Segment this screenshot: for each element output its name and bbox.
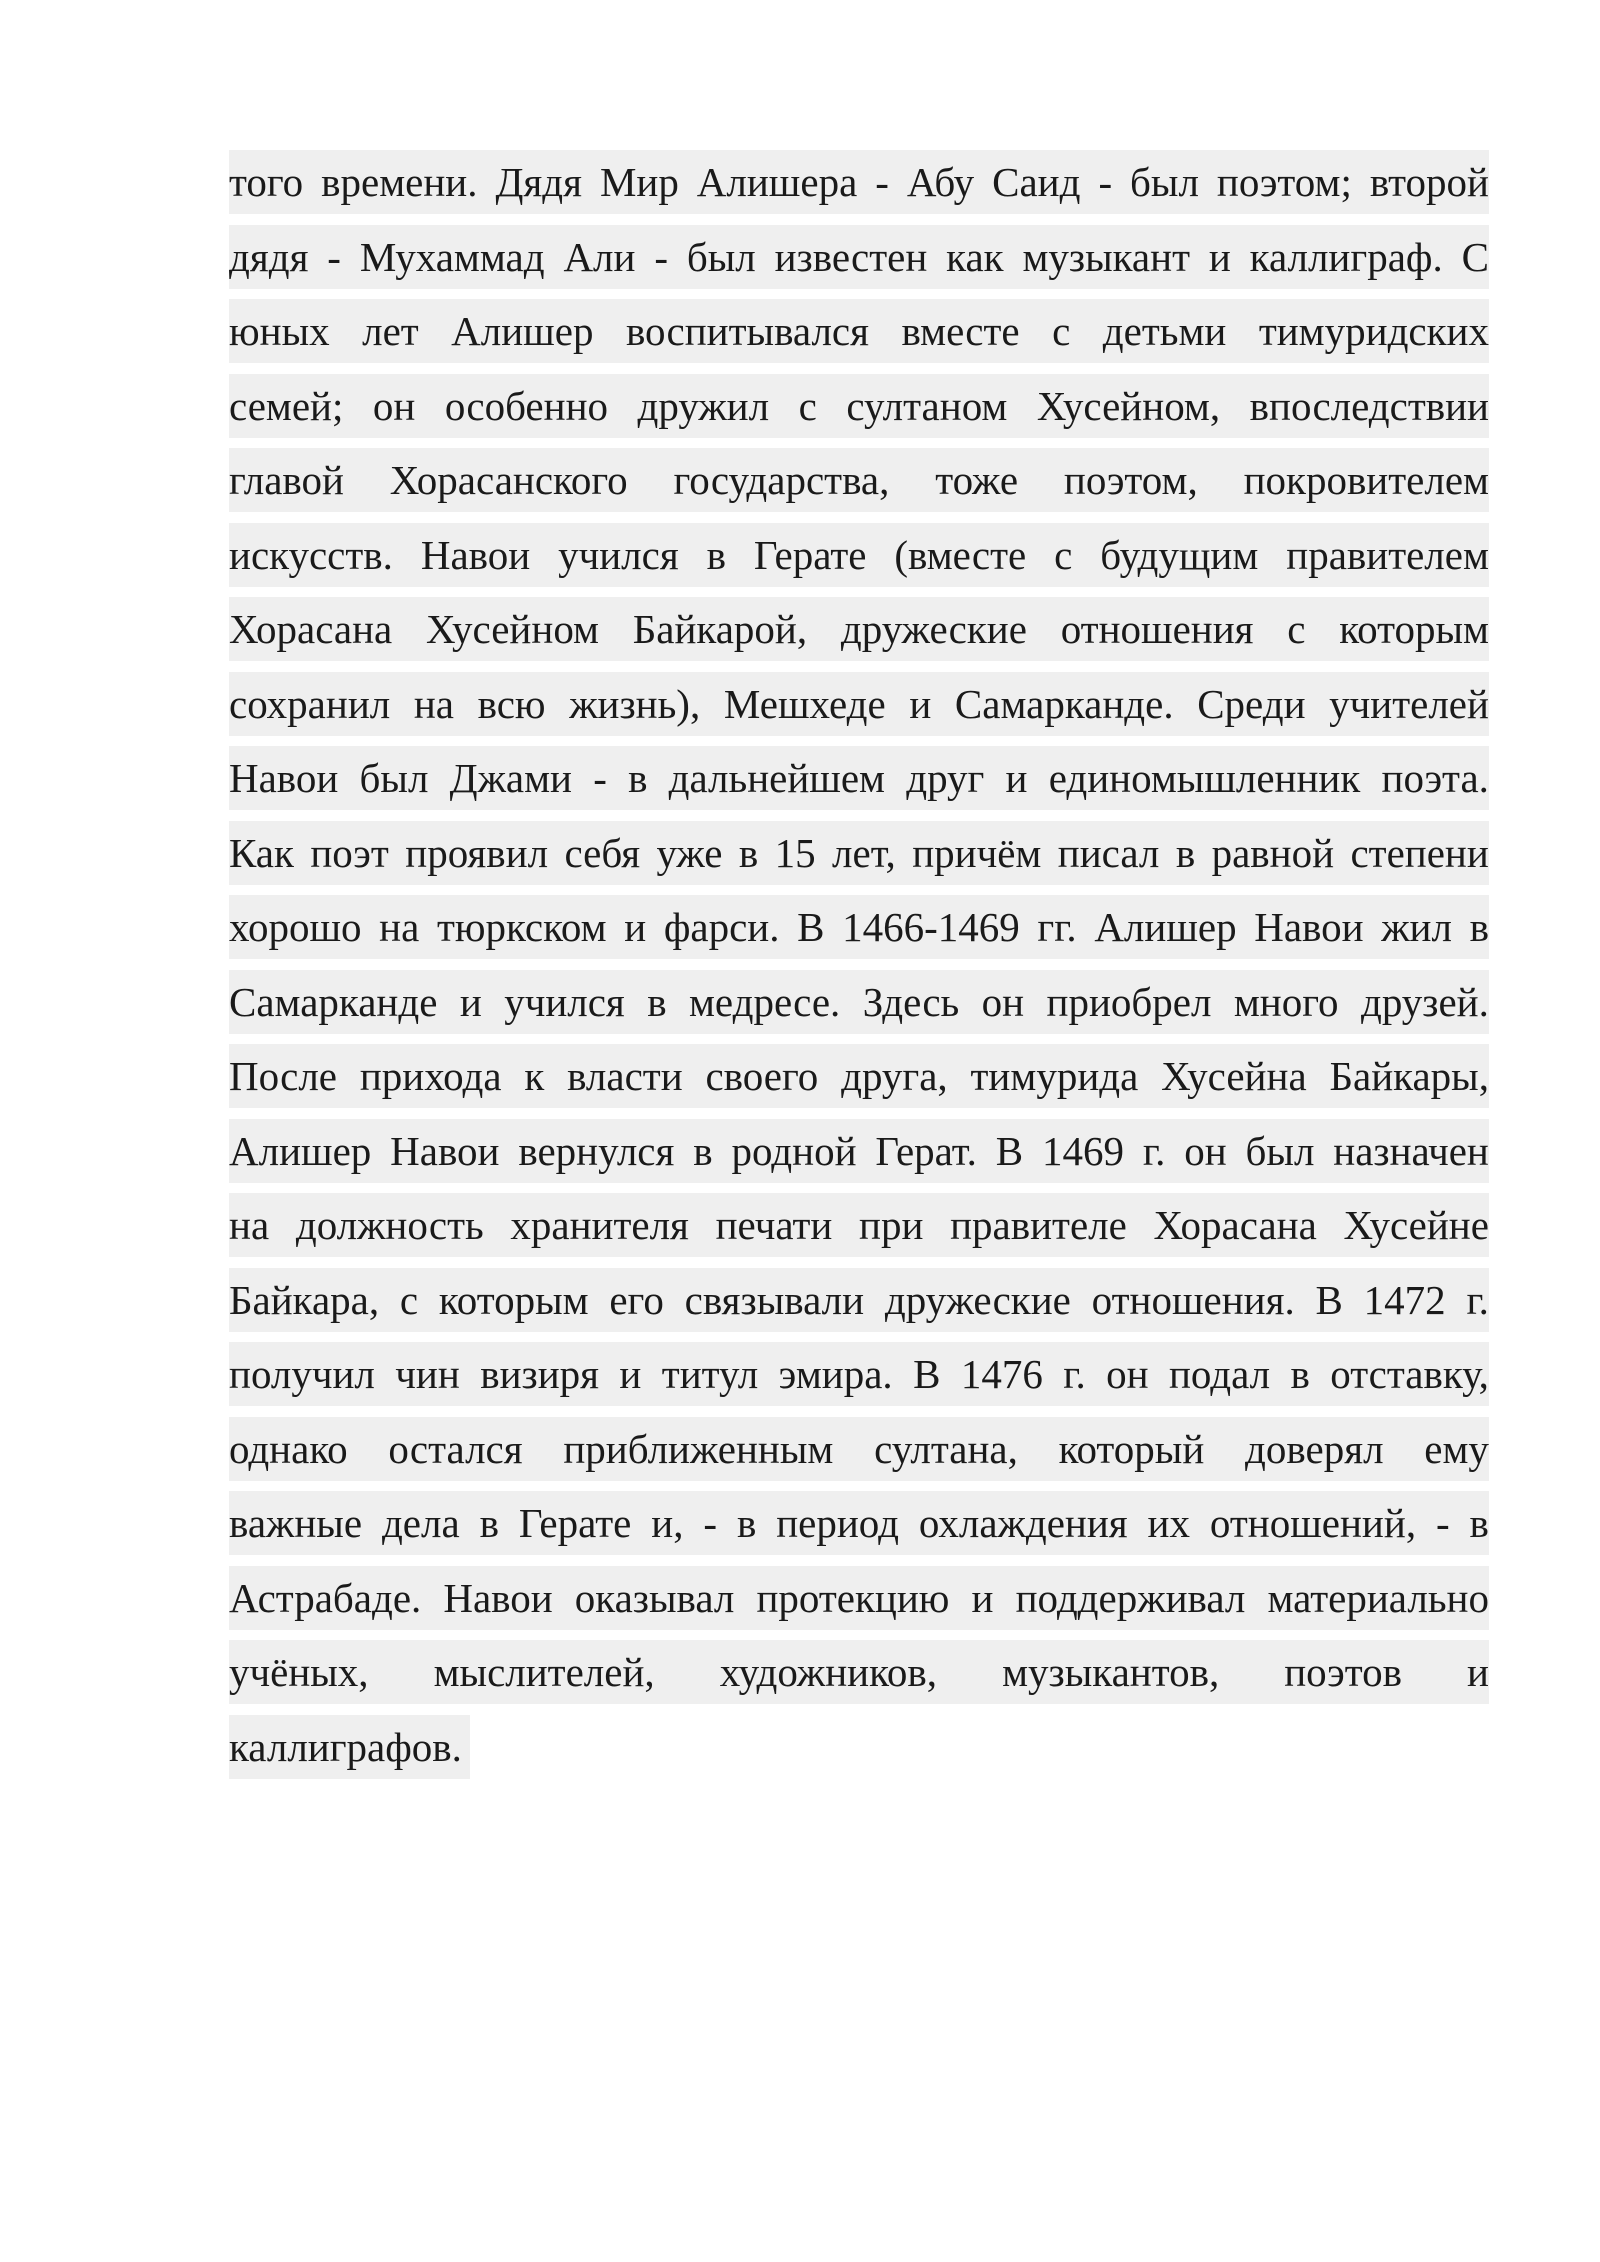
word: жизнь), (569, 680, 701, 727)
text-line (229, 1268, 1489, 1332)
word: на (229, 1202, 270, 1248)
word: учился (558, 531, 679, 578)
word: лет, (832, 829, 896, 876)
word: связывали (684, 1276, 865, 1323)
word: Хусейне (1343, 1202, 1489, 1248)
text-line (229, 597, 1489, 661)
word: султана, (874, 1425, 1018, 1472)
text-line (229, 1417, 1489, 1481)
word: и, (651, 1500, 684, 1546)
word: который (1058, 1425, 1205, 1472)
word: учился (504, 978, 625, 1025)
word: Абу (906, 159, 975, 205)
word: 1469 (1042, 1127, 1124, 1174)
word: второй (1369, 159, 1489, 205)
text-line (229, 672, 1489, 736)
word: и (909, 680, 932, 727)
word: мыслителей, (433, 1649, 655, 1695)
word: должность (295, 1202, 484, 1248)
word: детьми (1102, 308, 1227, 354)
word: - (1435, 1500, 1450, 1546)
word: Мешхеде (723, 680, 886, 727)
word: вернулся (518, 1127, 675, 1174)
word: Хусейна (1161, 1053, 1307, 1099)
word: друзей. (1360, 978, 1489, 1025)
text-line (229, 1640, 1489, 1704)
word: и (459, 978, 482, 1025)
word: Навои (443, 1574, 553, 1621)
word: Самарканде (229, 978, 438, 1025)
word: в (1290, 1351, 1310, 1397)
word: в (693, 1127, 713, 1174)
text-line (229, 970, 1489, 1034)
word: он (372, 382, 416, 429)
word: Мир (599, 159, 679, 205)
word: сохранил (229, 680, 391, 727)
word: султаном (846, 382, 1008, 429)
word: печати (715, 1202, 833, 1248)
word: и (624, 904, 647, 950)
word: гг. (1037, 904, 1077, 950)
word: был (1130, 159, 1199, 205)
word: был (359, 755, 429, 801)
word: поэтов (1284, 1649, 1403, 1695)
word: С (1461, 233, 1489, 280)
word: - (1098, 159, 1113, 205)
word: г. (1142, 1127, 1166, 1174)
word: Алишер (1094, 904, 1237, 950)
word: 15 (774, 829, 816, 876)
word: друг (906, 755, 985, 801)
word: поэтом, (1063, 457, 1198, 503)
word: Хусейном (426, 606, 599, 652)
word: дядя (229, 233, 309, 280)
word: с (1054, 531, 1073, 578)
word: которым (1339, 606, 1489, 652)
word: с (399, 1276, 419, 1323)
word: был (1245, 1127, 1315, 1174)
word: Алишер (229, 1127, 372, 1174)
word: семей; (229, 382, 344, 429)
word: титул (661, 1351, 759, 1397)
word: впоследствии (1249, 382, 1489, 429)
word: вместе (901, 308, 1020, 354)
word: тимуридских (1258, 308, 1489, 354)
word: и (1005, 755, 1028, 801)
word: Астрабаде. (229, 1574, 422, 1621)
word: Байкарой, (632, 606, 808, 652)
word: на (413, 680, 454, 727)
word: их (1147, 1500, 1190, 1546)
word: 1472 (1363, 1276, 1446, 1323)
word: его (609, 1276, 664, 1323)
text-line (229, 746, 1489, 810)
text-line (229, 523, 1489, 587)
word: 1466-1469 (842, 904, 1020, 950)
word: Алишер (451, 308, 594, 354)
word: в (1469, 904, 1489, 950)
word: учёных, (229, 1649, 369, 1695)
word: поэтом; (1216, 159, 1352, 205)
word: проявил (405, 829, 549, 876)
word: назначен (1333, 1127, 1489, 1174)
word: - (593, 755, 607, 801)
word: много (1233, 978, 1339, 1025)
text-line (229, 299, 1489, 363)
word: особенно (444, 382, 609, 429)
word: того (229, 159, 304, 205)
text-line (229, 1044, 1489, 1108)
word: хорошо (229, 904, 362, 950)
word: будущим (1100, 531, 1259, 578)
word: отношения. (1091, 1276, 1295, 1323)
word: Здесь (862, 978, 960, 1025)
text-line (229, 1342, 1489, 1406)
word: в (706, 531, 726, 578)
word: доверял (1245, 1425, 1384, 1472)
word: власти (567, 1053, 683, 1099)
word: каллиграф. (1249, 233, 1443, 280)
body-text (229, 150, 1489, 1789)
word: - (875, 159, 889, 205)
word: поэта. (1381, 755, 1489, 801)
word: и (971, 1574, 994, 1621)
word: родной (731, 1127, 857, 1174)
word: лет (362, 308, 419, 354)
text-line (229, 1119, 1489, 1183)
word: художников, (719, 1649, 938, 1695)
word: В (797, 904, 825, 950)
word: каллиграфов. (229, 1723, 462, 1770)
word: жил (1381, 904, 1452, 950)
word: был (686, 233, 756, 280)
word: Хорасанского (389, 457, 628, 503)
word: важные (229, 1500, 363, 1546)
word: дальнейшем (668, 755, 885, 801)
word: Али (563, 233, 636, 280)
word: 1476 (960, 1351, 1043, 1397)
word: степени (1350, 829, 1489, 876)
word: правителем (1286, 531, 1489, 578)
word: - (703, 1500, 718, 1546)
word: поддерживал (1015, 1574, 1246, 1621)
word: Навои (1254, 904, 1364, 950)
word: правителе (950, 1202, 1127, 1248)
word: Герате (518, 1500, 632, 1546)
word: писал (1057, 829, 1160, 876)
word: уже (656, 829, 723, 876)
word: музыкантов, (1002, 1649, 1220, 1695)
word: оказывал (574, 1574, 735, 1621)
word: главой (229, 457, 344, 503)
text-line (229, 1715, 470, 1779)
word: протекцию (756, 1574, 950, 1621)
word: В (995, 1127, 1024, 1174)
word: Байкары, (1329, 1053, 1489, 1099)
word: В (1315, 1276, 1343, 1323)
word: приобрел (1046, 978, 1212, 1025)
word: себя (564, 829, 641, 876)
word: в (738, 829, 759, 876)
word: медресе. (688, 978, 841, 1025)
word: фарси. (663, 904, 780, 950)
word: тоже (935, 457, 1019, 503)
word: Хусейном, (1036, 382, 1221, 429)
word: к (524, 1053, 545, 1099)
word: юных (229, 308, 330, 354)
word: получил (229, 1351, 375, 1397)
word: с (1287, 606, 1306, 652)
word: и (1208, 233, 1231, 280)
word: в (647, 978, 667, 1025)
word: поэт (310, 829, 389, 876)
word: своего (705, 1053, 819, 1099)
word: он (1184, 1127, 1227, 1174)
word: с (1052, 308, 1071, 354)
word: отношения (1060, 606, 1254, 652)
word: дружил (637, 382, 770, 429)
word: - (327, 233, 341, 280)
word: тюркском (436, 904, 607, 950)
word: Навои (229, 755, 339, 801)
word: хранителя (510, 1202, 689, 1248)
word: времени. (321, 159, 478, 205)
word: тимурида (970, 1053, 1139, 1099)
word: Самарканде. (954, 680, 1174, 727)
word: причём (912, 829, 1042, 876)
text-line (229, 150, 1489, 214)
word: искусств. (229, 531, 393, 578)
word: Среди (1197, 680, 1306, 727)
word: Герате (753, 531, 867, 578)
text-line (229, 895, 1489, 959)
word: визиря (480, 1351, 600, 1397)
word: подал (1168, 1351, 1271, 1397)
word: которым (438, 1276, 589, 1323)
word: музыкант (1022, 233, 1190, 280)
text-line (229, 448, 1489, 512)
word: - (654, 233, 668, 280)
word: с (798, 382, 817, 429)
word: государства, (673, 457, 890, 503)
word: он (1106, 1351, 1149, 1397)
text-line (229, 1193, 1489, 1257)
text-line (229, 821, 1489, 885)
text-line (229, 374, 1489, 438)
text-line (229, 1566, 1489, 1630)
word: Джами (449, 755, 572, 801)
word: дружеские (884, 1276, 1071, 1323)
word: известен (774, 233, 928, 280)
word: всю (477, 680, 546, 727)
word: Навои (420, 531, 531, 578)
word: отставку, (1330, 1351, 1489, 1397)
word: воспитывался (625, 308, 869, 354)
word: период (776, 1500, 899, 1546)
word: он (981, 978, 1025, 1025)
word: (вместе (894, 531, 1027, 578)
word: Навои (390, 1127, 500, 1174)
word: и (619, 1351, 642, 1397)
word: покровителем (1243, 457, 1489, 503)
word: В (913, 1351, 941, 1397)
word: Дядя (495, 159, 582, 205)
text-line (229, 1491, 1489, 1555)
word: Как (229, 829, 294, 876)
text-line (229, 225, 1489, 289)
word: Мухаммад (359, 233, 545, 280)
word: отношений, (1209, 1500, 1417, 1546)
word: дела (381, 1500, 460, 1546)
word: на (379, 904, 420, 950)
word: при (859, 1202, 924, 1248)
word: Саид (992, 159, 1081, 205)
word: охлаждения (918, 1500, 1128, 1546)
word: в (479, 1500, 499, 1546)
word: в (628, 755, 648, 801)
word: прихода (359, 1053, 502, 1099)
word: Байкара, (229, 1276, 380, 1323)
word: ему (1424, 1425, 1489, 1472)
word: Герат. (875, 1127, 977, 1174)
word: друга, (841, 1053, 948, 1099)
word: учителей (1329, 680, 1489, 727)
word: как (946, 233, 1004, 280)
word: После (229, 1053, 337, 1099)
word: Хорасана (229, 606, 393, 652)
word: остался (388, 1425, 523, 1472)
word: однако (229, 1425, 348, 1472)
word: в (1469, 1500, 1489, 1546)
word: Хорасана (1153, 1202, 1317, 1248)
word: в (736, 1500, 757, 1546)
word: эмира. (778, 1351, 893, 1397)
word: и (1467, 1649, 1489, 1695)
word: дружеские (840, 606, 1027, 652)
word: г. (1466, 1276, 1489, 1323)
word: материально (1267, 1574, 1489, 1621)
word: г. (1063, 1351, 1086, 1397)
word: равной (1211, 829, 1335, 876)
word: единомышленник (1048, 755, 1361, 801)
word: приближенным (563, 1425, 834, 1472)
word: чин (395, 1351, 460, 1397)
word: в (1175, 829, 1196, 876)
word: Алишера (696, 159, 858, 205)
